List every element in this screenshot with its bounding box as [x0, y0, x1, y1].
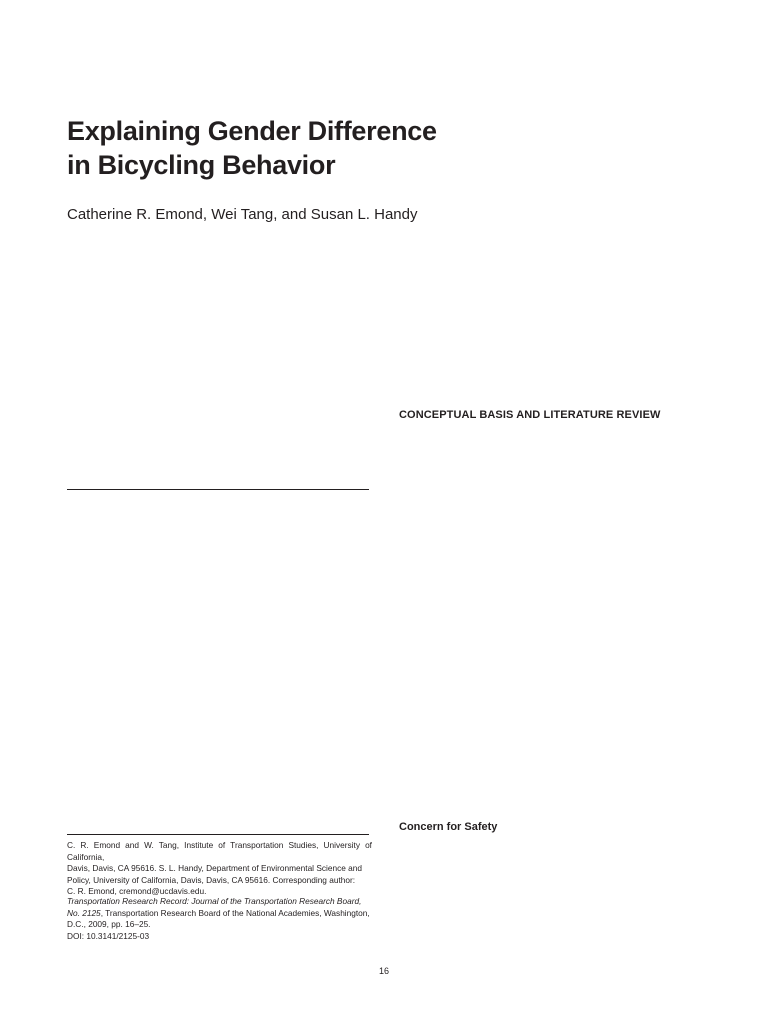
page-number: 16	[378, 966, 389, 976]
abstract-divider	[67, 489, 369, 490]
journal-number: No. 2125	[67, 907, 101, 918]
doi: DOI: 10.3141/2125-03	[67, 930, 150, 941]
subsection-heading-safety: Concern for Safety	[399, 821, 498, 833]
affiliation-line: C. R. Emond and W. Tang, Institute of Transportation Studies, University of California,	[67, 840, 372, 862]
citation-pages: D.C., 2009, pp. 16–25.	[67, 919, 151, 930]
footnote-divider	[67, 834, 369, 835]
author-affiliation-footnote	[67, 840, 372, 898]
citation-footnote	[67, 896, 372, 942]
author-list: Catherine R. Emond, Wei Tang, and Susan L. Handy	[67, 206, 418, 223]
title-line-2: in Bicycling Behavior	[67, 150, 336, 180]
paper-title	[67, 114, 587, 182]
publisher: , Transportation Research Board of the National Academies, Washington,	[100, 907, 370, 918]
title-line-1: Explaining Gender Difference	[67, 116, 437, 146]
journal-name: Transportation Research Record: Journal of the Transportation Research Board,	[67, 896, 362, 906]
affiliation-line: C. R. Emond, cremond@ucdavis.edu.	[67, 886, 207, 897]
section-heading-conceptual: CONCEPTUAL BASIS AND LITERATURE REVIEW	[399, 409, 661, 421]
citation-line-2	[67, 908, 372, 920]
affiliation-line: Policy, University of California, Davis, Davis, CA 95616. Corresponding author:	[67, 874, 356, 885]
affiliation-line: Davis, Davis, CA 95616. S. L. Handy, Department of Environmental Science and	[67, 863, 362, 874]
